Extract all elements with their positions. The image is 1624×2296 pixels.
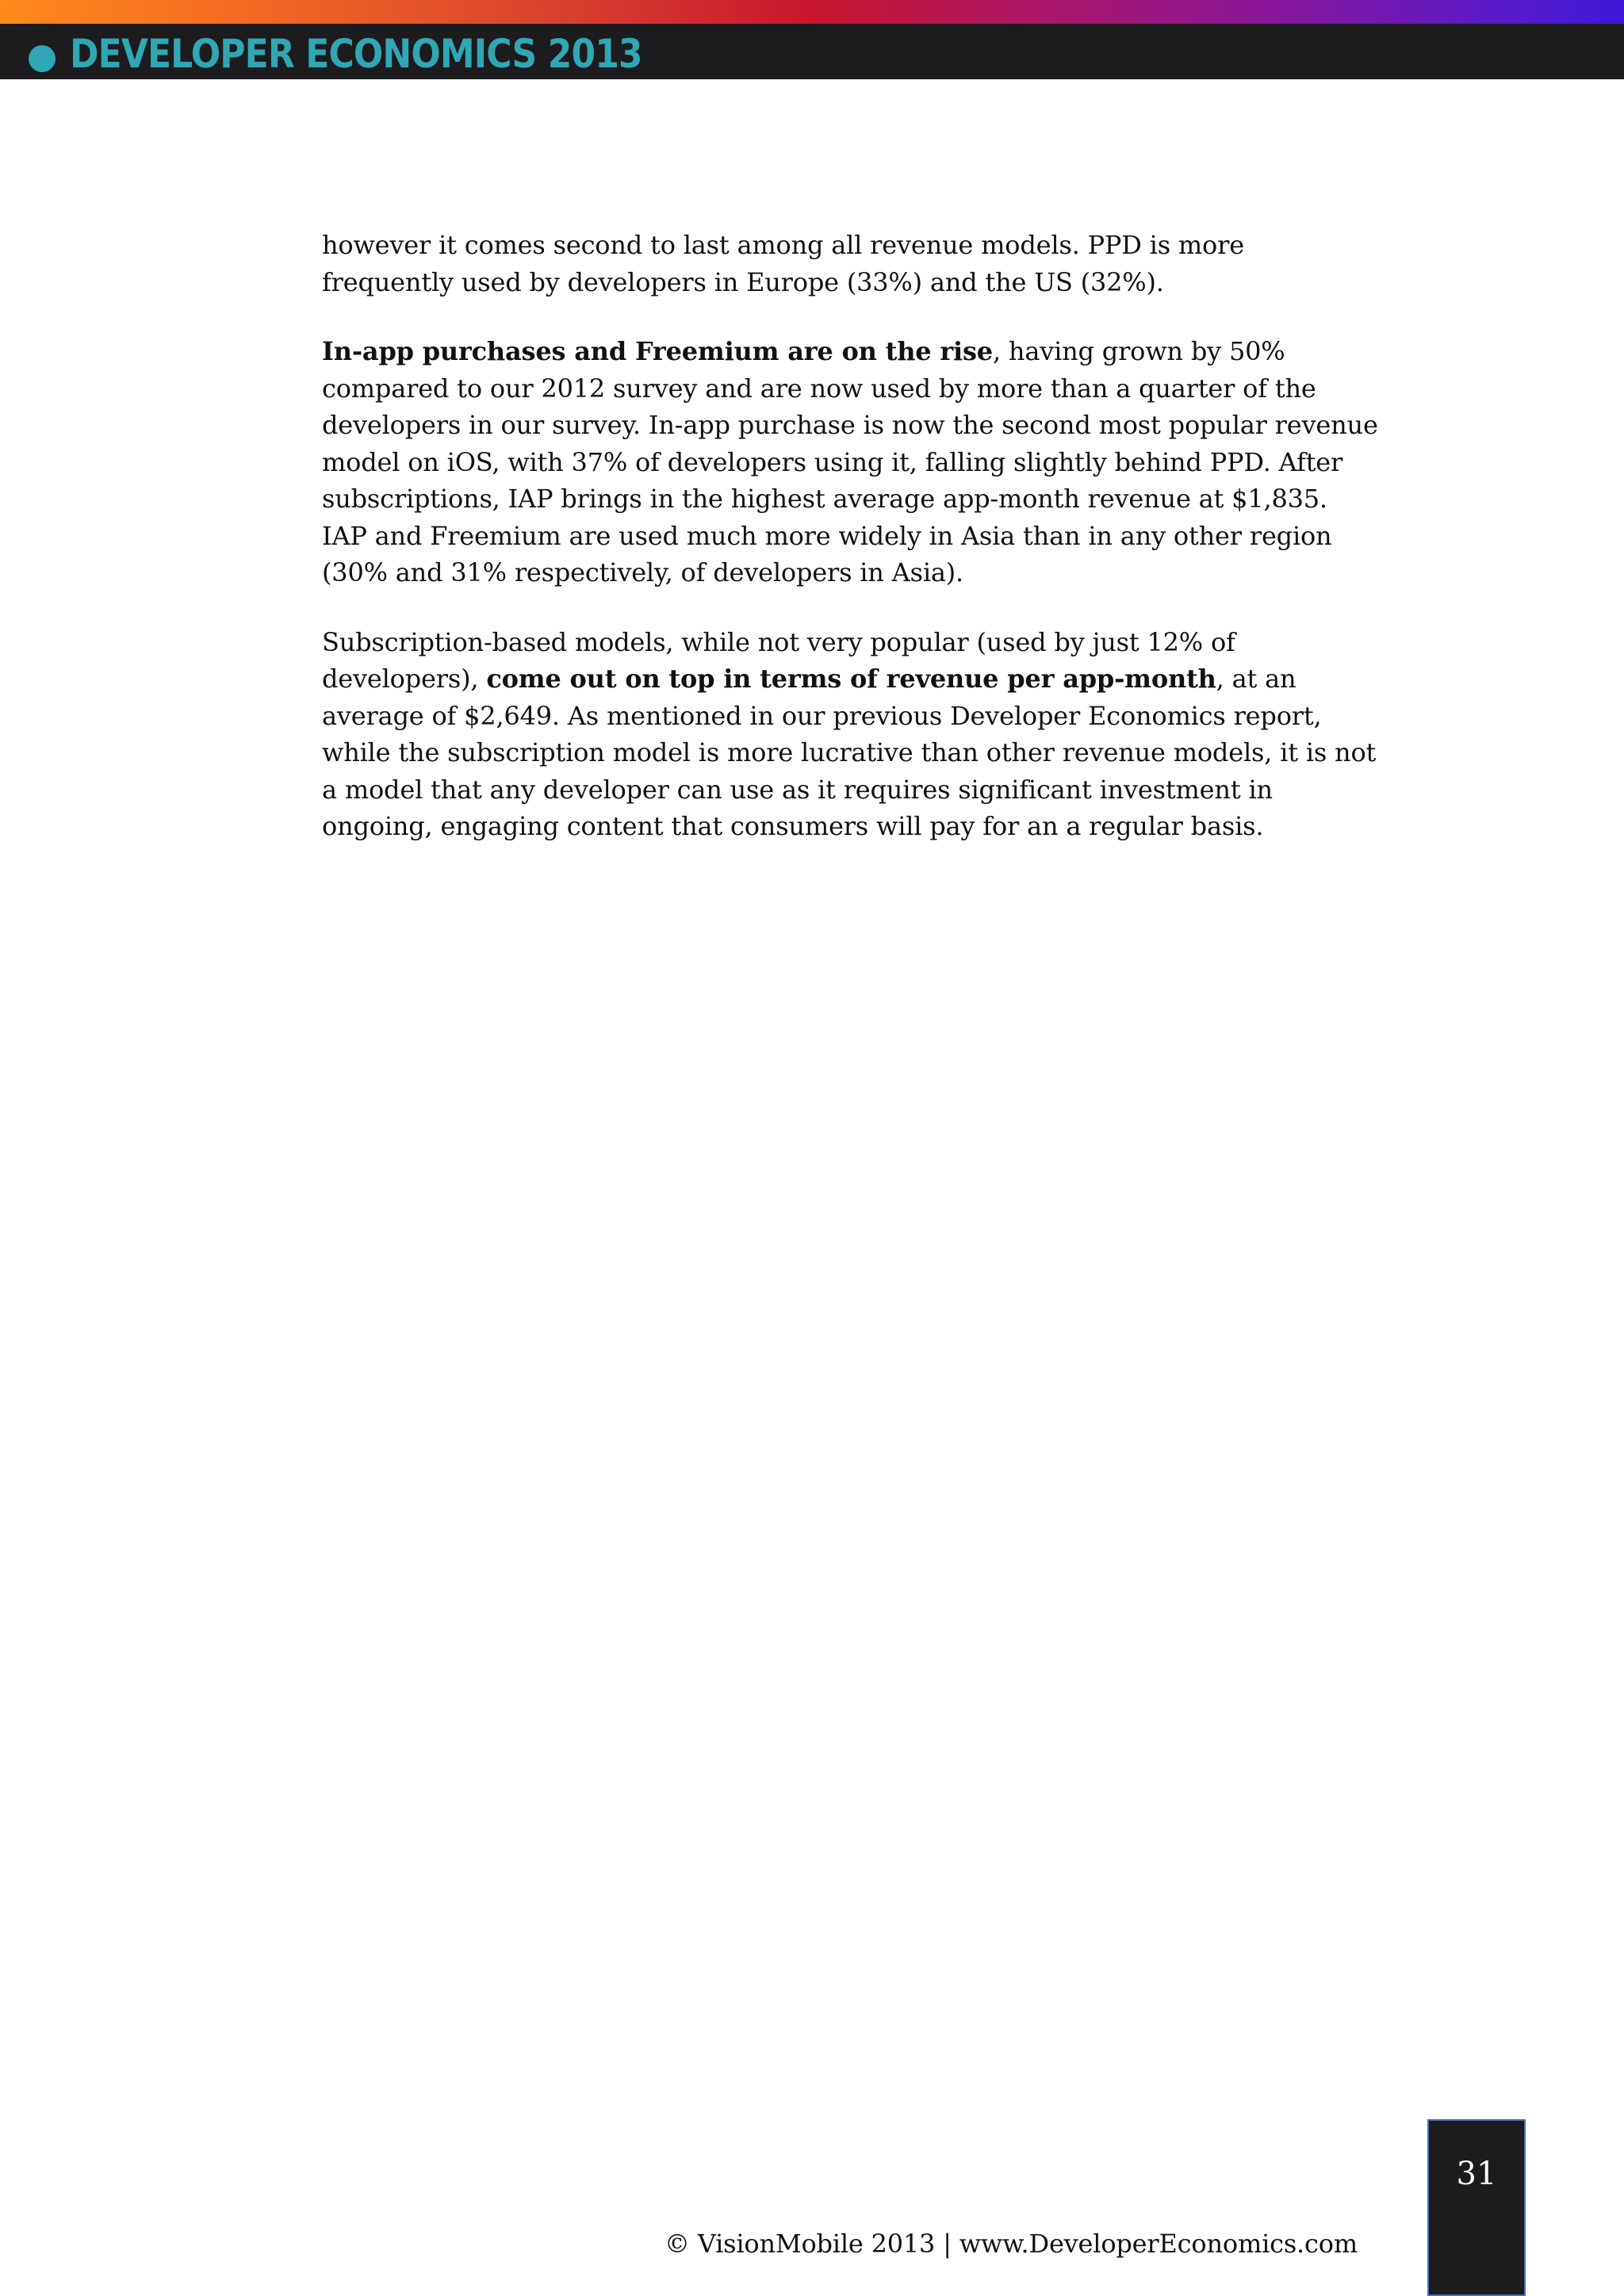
paragraph-subscriptions-intro: Subscription-based models, while not very popular (used by just 12% of developers),: [322, 626, 1235, 694]
page-number-box: [1427, 2119, 1526, 2296]
header-title: DEVELOPER ECONOMICS 2013: [70, 31, 642, 77]
bullet-dot-icon: [29, 45, 56, 72]
paragraph-iap-highlight: In-app purchases and Freemium are on the rise: [322, 336, 993, 366]
page-number: 31: [1456, 2156, 1497, 2192]
paragraph-subscriptions: [322, 624, 1380, 845]
paragraph-subscriptions-highlight: come out on top in terms of revenue per app-month: [486, 664, 1216, 694]
header-gradient-strip: [0, 0, 1624, 24]
header-banner: [0, 0, 1624, 79]
paragraph-ppd-text: however it comes second to last among all revenue models. PPD is more frequently used by developers in Europe (33%) and the US (32%).: [322, 230, 1244, 297]
paragraph-subscriptions-text: , at an average of $2,649. As mentioned in our previous Developer Economics report, while the subscription model is more lucrative than other revenue models, it is not a model that any developer can use as it requires significant investment in ongoing, engaging content that consumers will pay for an a regular basis.: [322, 664, 1377, 841]
body-content: [322, 227, 1380, 878]
paragraph-ppd: [322, 227, 1380, 300]
footer-copyright: © VisionMobile 2013 | www.DeveloperEconomics.com: [665, 2229, 1358, 2259]
paragraph-iap-freemium: [322, 333, 1380, 591]
paragraph-iap-text: , having grown by 50% compared to our 2012 survey and are now used by more than a quarter of the developers in our survey. In-app purchase is now the second most popular revenue model on iOS, with 37% of developers using it, falling slightly behind PPD. After subscriptions, IAP brings in the highest average app-month revenue at $1,835. IAP and Freemium are used much more widely in Asia than in any other region (30% and 31% respectively, of developers in Asia).: [322, 336, 1378, 587]
